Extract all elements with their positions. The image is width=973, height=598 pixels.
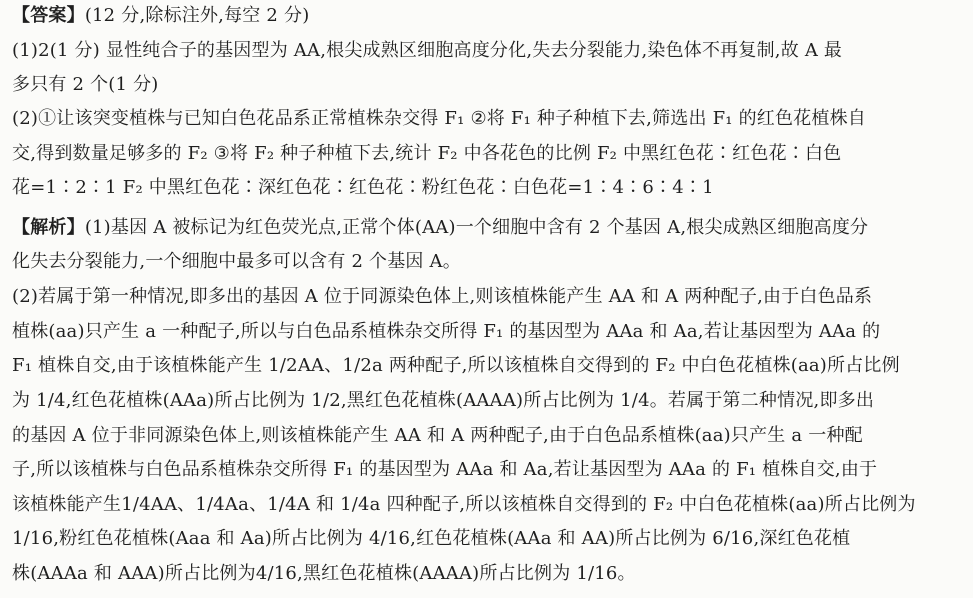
answer-line-2: 多只有 2 个(1 分) (12, 74, 159, 95)
analysis-line-6: 的基因 A 位于非同源染色体上,则该植株能产生 AA 和 A 两种配子,由于白色品系植株(aa)只产生 a 一种配 (12, 425, 863, 446)
analysis-line-7: 子,所以该植株与白色品系植株杂交所得 F₁ 的基因型为 AAa 和 Aa,若让基因型为 AAa 的 F₁ 植株自交,由于 (12, 459, 878, 480)
answer-header-line (12, 4, 309, 28)
analysis-line-3: 植株(aa)只产生 a 一种配子,所以与白色品系植株杂交所得 F₁ 的基因型为 AAa 和 Aa,若让基因型为 AAa 的 (12, 321, 881, 342)
answer-line-3: (2)①让该突变植株与已知白色花品系正常植株杂交得 F₁ ②将 F₁ 种子种植下去,筛选出 F₁ 的红色花植株自 (12, 108, 866, 129)
analysis-header-line (12, 216, 868, 240)
analysis-line-4: F₁ 植株自交,由于该植株能产生 1/2AA、1/2a 两种配子,所以该植株自交得到的 F₂ 中白色花植株(aa)所占比例 (12, 355, 900, 376)
analysis-line-2: (2)若属于第一种情况,即多出的基因 A 位于同源染色体上,则该植株能产生 AA 和 A 两种配子,由于白色品系 (12, 286, 873, 307)
analysis-line-1: 化失去分裂能力,一个细胞中最多可以含有 2 个基因 A。 (12, 251, 461, 272)
analysis-line-5: 为 1/4,红色花植株(AAa)所占比例为 1/2,黑红色花植株(AAAA)所占比例为 1/4。若属于第二种情况,即多出 (12, 390, 875, 411)
analysis-line-10: 株(AAAa 和 AAA)所占比例为4/16,黑红色花植株(AAAA)所占比例为 1/16。 (12, 563, 636, 584)
analysis-tag: 【解析】 (12, 217, 85, 238)
answer-tag: 【答案】 (12, 5, 85, 26)
analysis-line-9: 1/16,粉红色花植株(Aaa 和 Aa)所占比例为 4/16,红色花植株(AAa 和 AA)所占比例为 6/16,深红色花植 (12, 528, 851, 549)
analysis-first-line: (1)基因 A 被标记为红色荧光点,正常个体(AA)一个细胞中含有 2 个基因 A,根尖成熟区细胞高度分 (84, 217, 869, 238)
answer-line-4: 交,得到数量足够多的 F₂ ③将 F₂ 种子种植下去,统计 F₂ 中各花色的比例 F₂ 中黑红色花∶红色花∶白色 (12, 143, 842, 164)
answer-line-5: 花=1∶2∶1 F₂ 中黑红色花∶深红色花∶红色花∶粉红色花∶白色花=1∶4∶6∶4∶1 (12, 177, 714, 198)
answer-line-1: (1)2(1 分) 显性纯合子的基因型为 AA,根尖成熟区细胞高度分化,失去分裂能力,染色体不再复制,故 A 最 (12, 40, 843, 61)
answer-scoring-note: (12 分,除标注外,每空 2 分) (84, 5, 310, 26)
analysis-line-8: 该植株能产生1/4AA、1/4Aa、1/4A 和 1/4a 四种配子,所以该植株自交得到的 F₂ 中白色花植株(aa)所占比例为 (12, 494, 916, 515)
